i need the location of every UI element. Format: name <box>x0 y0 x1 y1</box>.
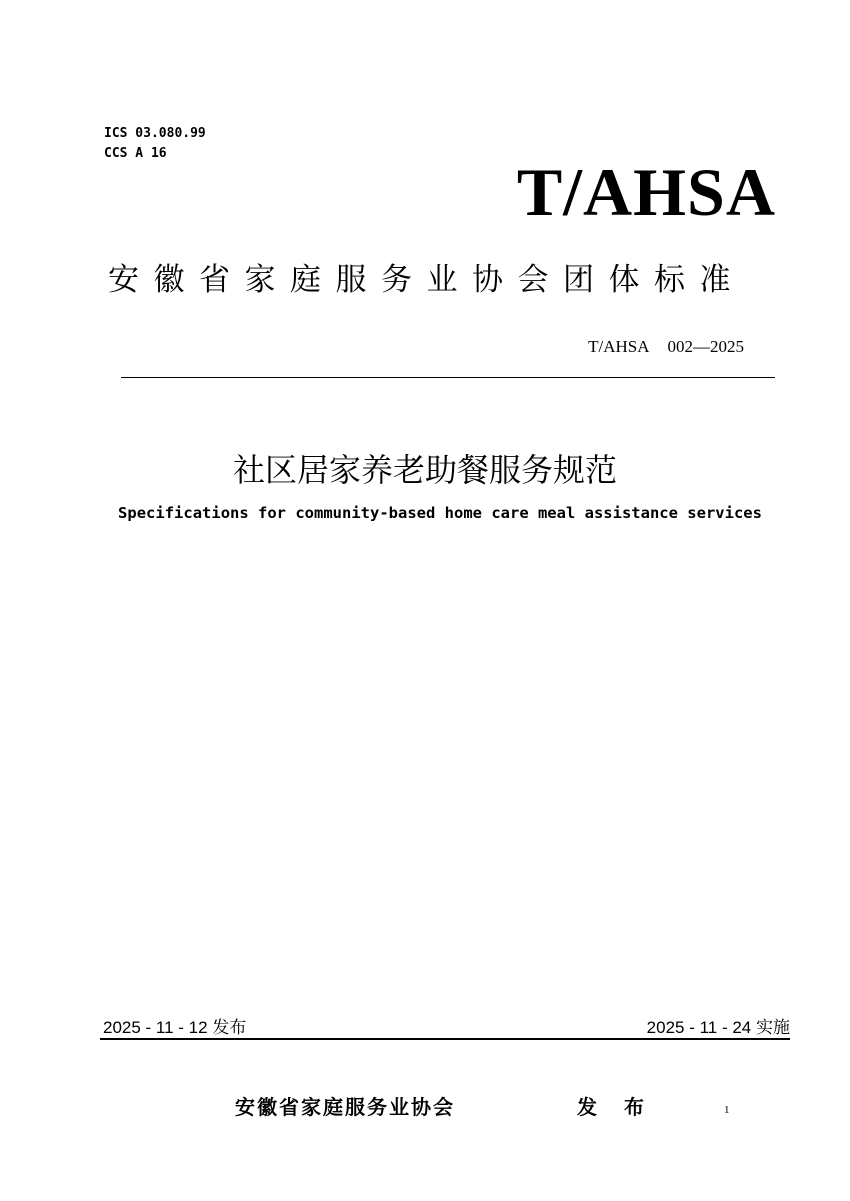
ics-code: ICS 03.080.99 <box>104 126 206 141</box>
ccs-code: CCS A 16 <box>104 146 167 161</box>
issue-date: 2025 - 11 - 12 发布 <box>103 1018 247 1037</box>
document-title-chinese: 社区居家养老助餐服务规范 <box>232 451 617 489</box>
top-divider <box>121 377 775 378</box>
document-title-english: Specifications for community-based home care meal assistance services <box>118 504 762 522</box>
publish-label: 发 布 <box>577 1095 654 1119</box>
standard-number-value: 002—2025 <box>667 337 744 356</box>
publisher-name: 安徽省家庭服务业协会 <box>235 1095 455 1119</box>
page-number: 1 <box>724 1104 730 1116</box>
organization-standard-heading: 安徽省家庭服务业协会团体标准 <box>108 262 745 298</box>
classification-codes <box>104 124 206 164</box>
brand-mark: T/AHSA <box>516 154 776 230</box>
bottom-divider <box>100 1038 790 1040</box>
standard-number <box>588 335 744 359</box>
implementation-date: 2025 - 11 - 24 实施 <box>646 1018 790 1037</box>
standard-number-prefix: T/AHSA <box>588 337 650 356</box>
